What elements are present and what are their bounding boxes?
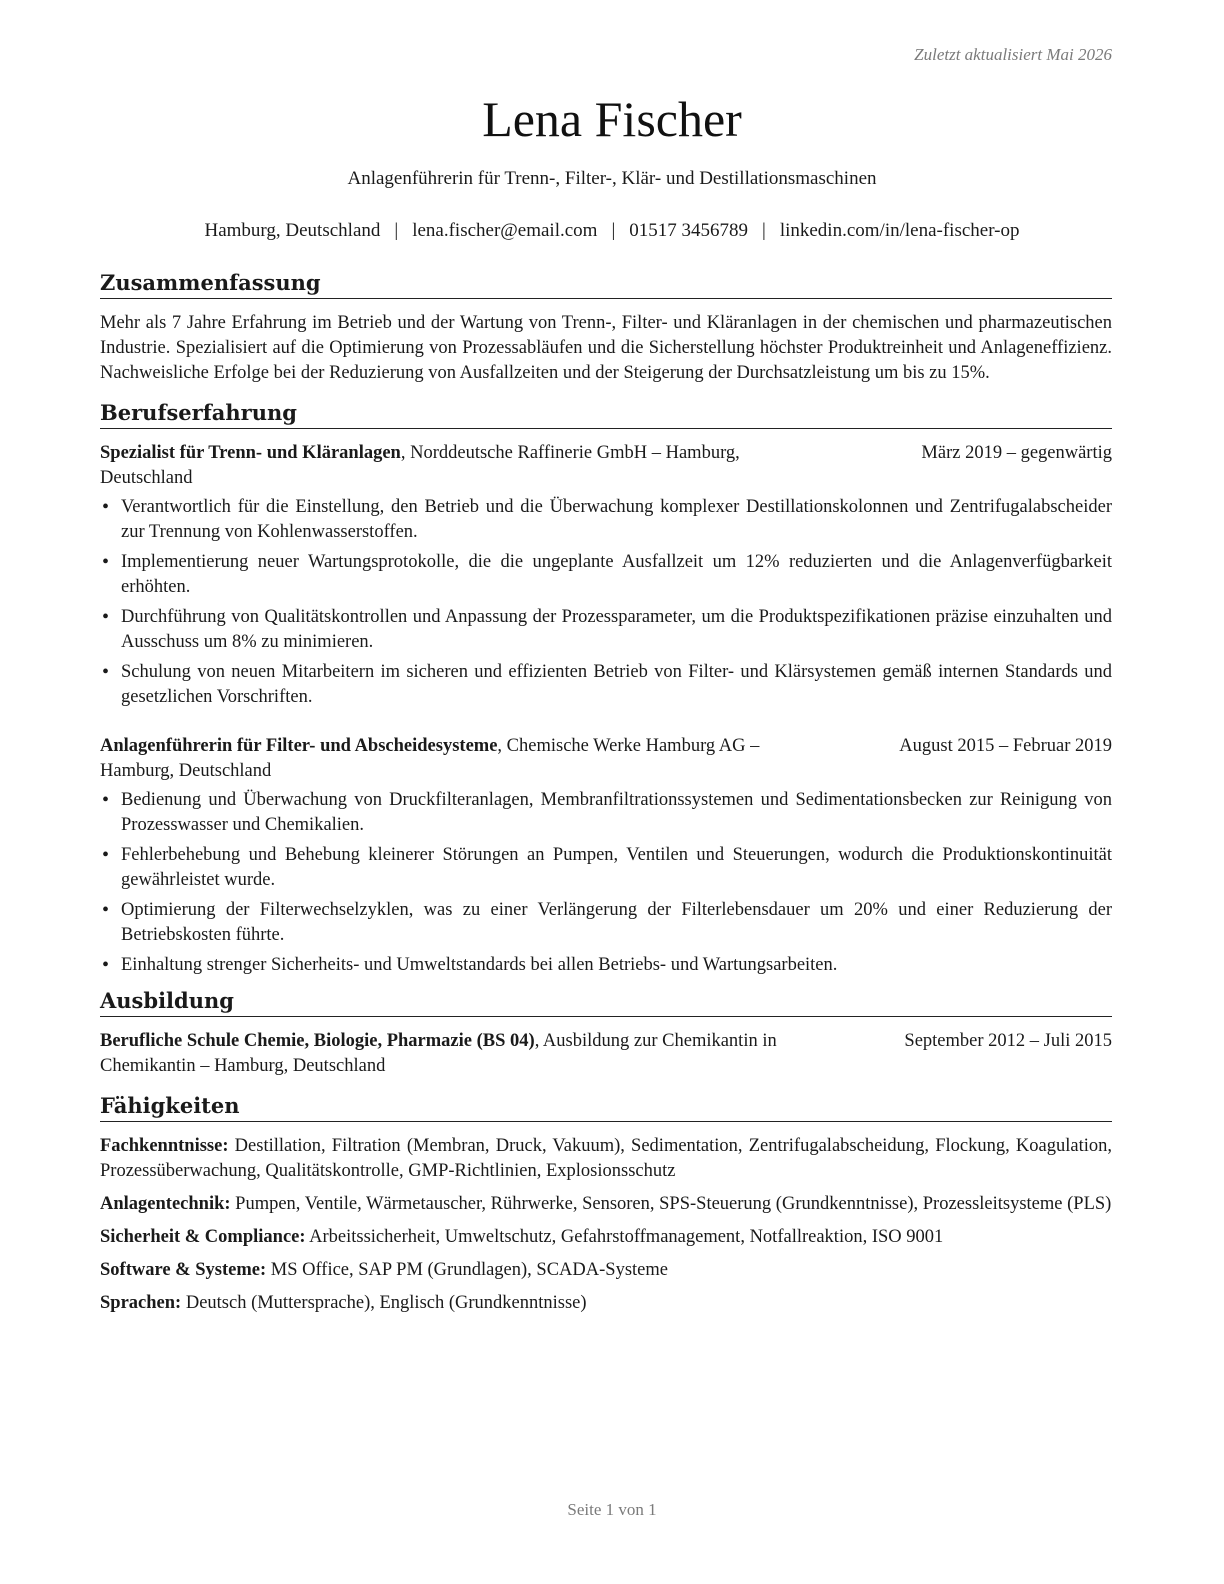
job-role: Spezialist für Trenn- und Kläranlagen (100, 443, 401, 463)
job-bullets (100, 495, 1112, 710)
skill-text: Deutsch (Muttersprache), Englisch (Grundkenntnisse) (181, 1293, 587, 1313)
list-item: • Durchführung von Qualitätskontrollen und Anpassung der Prozessparameter, um die Produktspezifikationen präzise einzuhalten und Ausschuss um 8% zu minimieren. (100, 605, 1112, 655)
skill-row (100, 1291, 1112, 1316)
skill-label: Sprachen: (100, 1293, 182, 1313)
job-location: Deutschland (100, 468, 193, 488)
skill-label: Fachkenntnisse: (100, 1136, 229, 1156)
skill-label: Software & Systeme: (100, 1260, 267, 1280)
skill-text: Destillation, Filtration (Membran, Druck, Vakuum), Sedimentation, Zentrifugalabscheidung, Flockung, Koagulation, Prozessüberwachung, Qualitätskontrolle, GMP-Richtlinien, Explosionsschutz (100, 1136, 1112, 1181)
job-dates: August 2015 – Februar 2019 (899, 736, 1112, 756)
job-header (100, 441, 1112, 466)
section-title-summary: Zusammenfassung (100, 270, 1112, 299)
section-title-skills: Fähigkeiten (100, 1093, 1112, 1122)
list-item: • Einhaltung strenger Sicherheits- und Umweltstandards bei allen Betriebs- und Wartungsarbeiten. (100, 953, 1112, 978)
skill-row (100, 1192, 1112, 1217)
skill-row (100, 1134, 1112, 1184)
section-title-education: Ausbildung (100, 988, 1112, 1017)
list-item: • Verantwortlich für die Einstellung, den Betrieb und die Überwachung komplexer Destillationskolonnen und Zentrifugalabscheider zur Trennung von Kohlenwasserstoffen. (100, 495, 1112, 545)
resume-content (100, 270, 1112, 1324)
job-company: , Chemische Werke Hamburg AG – (497, 736, 760, 756)
page-footer: Seite 1 von 1 (567, 1500, 657, 1519)
job-company: , Norddeutsche Raffinerie GmbH – Hamburg, (400, 443, 740, 463)
education-title-line (100, 1029, 777, 1054)
job-title-line (100, 734, 759, 759)
separator: | (394, 220, 399, 241)
list-item: • Optimierung der Filterwechselzyklen, was zu einer Verlängerung der Filterlebensdauer um 20% und einer Reduzierung der Betriebskosten führte. (100, 898, 1112, 948)
skill-label: Sicherheit & Compliance: (100, 1227, 306, 1247)
education-degree: , Ausbildung zur Chemikantin in (534, 1031, 777, 1051)
skill-text: MS Office, SAP PM (Grundlagen), SCADA-Systeme (266, 1260, 668, 1280)
job-dates: März 2019 – gegenwärtig (921, 443, 1112, 463)
contact-email[interactable]: lena.fischer@email.com (412, 220, 598, 241)
list-item: • Fehlerbehebung und Behebung kleinerer Störungen an Pumpen, Ventilen und Steuerungen, wodurch die Produktionskontinuität gewährleistet wurde. (100, 843, 1112, 893)
skill-row (100, 1225, 1112, 1250)
education-school: Berufliche Schule Chemie, Biologie, Pharmazie (BS 04) (100, 1031, 535, 1051)
education-dates: September 2012 – Juli 2015 (904, 1031, 1112, 1051)
contact-location: Hamburg, Deutschland (204, 220, 381, 241)
separator: | (762, 220, 766, 241)
skill-row (100, 1258, 1112, 1283)
contact-phone: 01517 3456789 (629, 220, 748, 241)
list-item: • Bedienung und Überwachung von Druckfilteranlagen, Membranfiltrationssystemen und Sedimentationsbecken zur Reinigung von Prozesswasser und Chemikalien. (100, 788, 1112, 838)
job-title-line (100, 441, 740, 466)
job-role: Anlagenführerin für Filter- und Abscheidesysteme (100, 736, 498, 756)
education-sub: Chemikantin – Hamburg, Deutschland (100, 1056, 386, 1076)
skill-label: Anlagentechnik: (100, 1194, 231, 1214)
job-location: Hamburg, Deutschland (100, 761, 272, 781)
skill-text: Pumpen, Ventile, Wärmetauscher, Rührwerke, Sensoren, SPS-Steuerung (Grundkenntnisse), Prozessleitsysteme (PLS) (230, 1194, 1112, 1214)
job-header (100, 734, 1112, 759)
education-header (100, 1029, 1112, 1054)
candidate-name: Lena Fischer (482, 91, 742, 147)
separator: | (611, 220, 616, 241)
candidate-headline: Anlagenführerin für Trenn-, Filter-, Klär- und Destillationsmaschinen (347, 168, 877, 189)
education-entry (100, 1029, 1112, 1079)
last-updated: Zuletzt aktualisiert Mai 2026 (914, 45, 1112, 64)
skill-text: Arbeitssicherheit, Umweltschutz, Gefahrstoffmanagement, Notfallreaktion, ISO 9001 (305, 1227, 944, 1247)
job-bullets (100, 788, 1112, 978)
summary-text: Mehr als 7 Jahre Erfahrung im Betrieb und der Wartung von Trenn-, Filter- und Kläranlagen in der chemischen und pharmazeutischen Industrie. Spezialisiert auf die Optimierung von Prozessabläufen und die Sicherstellung höchster Produktreinheit und Anlageneffizienz. Nachweisliche Erfolge bei der Reduzierung von Ausfallzeiten und der Steigerung der Durchsatzleistung um bis zu 15%. (100, 313, 1112, 383)
list-item: • Schulung von neuen Mitarbeitern im sicheren und effizienten Betrieb von Filter- und Klärsystemen gemäß internen Standards und gesetzlichen Vorschriften. (100, 660, 1112, 710)
contact-linkedin[interactable]: linkedin.com/in/lena-fischer-op (779, 220, 1020, 241)
section-title-experience: Berufserfahrung (100, 400, 1112, 429)
job-entry (100, 734, 1112, 978)
list-item: • Implementierung neuer Wartungsprotokolle, die die ungeplante Ausfallzeit um 12% reduzierten und die Anlagenverfügbarkeit erhöhten. (100, 550, 1112, 600)
job-entry (100, 441, 1112, 710)
contact-line (0, 220, 1224, 242)
